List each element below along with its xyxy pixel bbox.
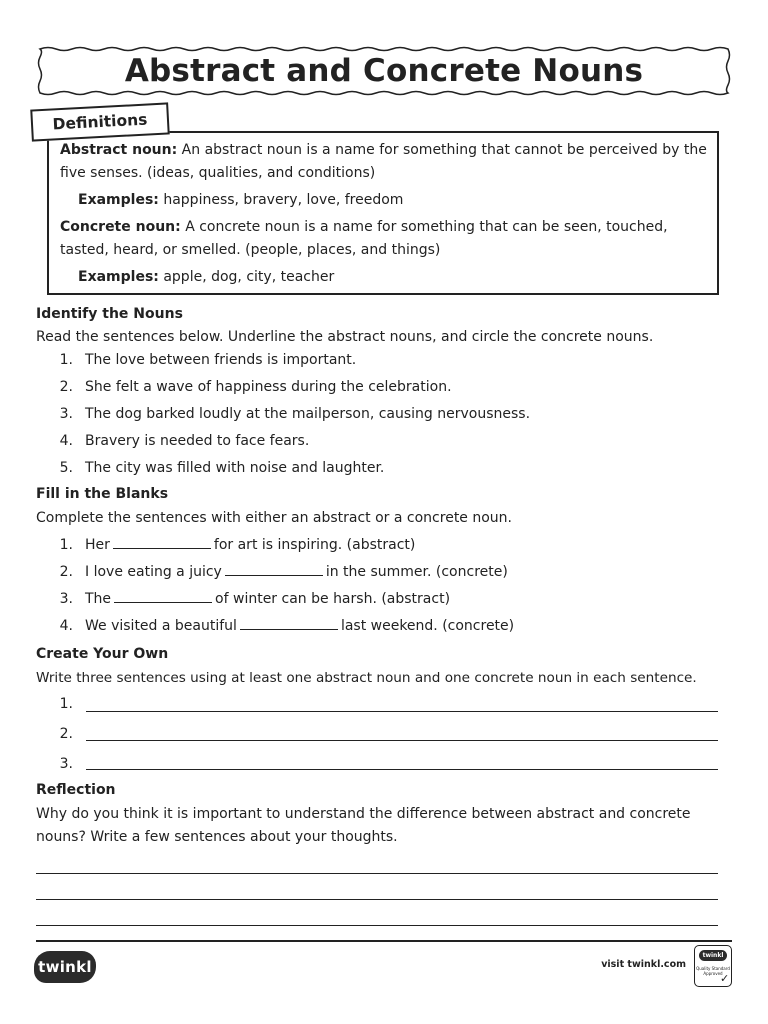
writing-line[interactable] bbox=[86, 769, 718, 770]
identify-item-number: 4. bbox=[59, 433, 73, 449]
identify-item-text: The love between friends is important. bbox=[85, 352, 357, 368]
fill-item-before: We visited a beautiful bbox=[85, 618, 237, 634]
identify-instructions: Read the sentences below. Underline the abstract nouns, and circle the concrete nouns. bbox=[36, 329, 654, 345]
identify-item-number: 2. bbox=[59, 379, 73, 395]
fill-item bbox=[85, 563, 508, 581]
fill-item bbox=[85, 590, 450, 608]
badge-label: Quality Standard Approved bbox=[696, 966, 730, 976]
abstract-examples-text: happiness, bravery, love, freedom bbox=[158, 192, 404, 208]
writing-line[interactable] bbox=[86, 740, 718, 741]
concrete-examples bbox=[78, 268, 334, 286]
reflection-heading: Reflection bbox=[36, 782, 116, 798]
abstract-examples-label: Examples: bbox=[78, 192, 159, 208]
fill-item-after: of winter can be harsh. (abstract) bbox=[215, 591, 451, 607]
identify-item-text: She felt a wave of happiness during the celebration. bbox=[85, 379, 452, 395]
identify-item-text: The city was filled with noise and laughter. bbox=[85, 460, 385, 476]
fill-item bbox=[85, 536, 415, 554]
create-heading: Create Your Own bbox=[36, 646, 169, 662]
concrete-definition-line1 bbox=[60, 218, 668, 236]
fill-instructions: Complete the sentences with either an abstract or a concrete noun. bbox=[36, 510, 512, 526]
fill-item-before: The bbox=[85, 591, 112, 607]
title-banner bbox=[36, 46, 732, 96]
create-item-number: 2. bbox=[59, 726, 73, 742]
abstract-definition-text: An abstract noun is a name for something that cannot be perceived by the bbox=[177, 142, 707, 158]
fill-item-after: for art is inspiring. (abstract) bbox=[213, 537, 416, 553]
fill-item-number: 1. bbox=[59, 537, 73, 553]
create-item-number: 3. bbox=[59, 756, 73, 772]
create-instructions: Write three sentences using at least one abstract noun and one concrete noun in each sentence. bbox=[36, 670, 697, 686]
concrete-examples-label: Examples: bbox=[78, 269, 159, 285]
abstract-examples bbox=[78, 191, 403, 209]
page-title: Abstract and Concrete Nouns bbox=[124, 53, 644, 89]
identify-heading: Identify the Nouns bbox=[36, 306, 183, 322]
abstract-term: Abstract noun: bbox=[60, 142, 178, 158]
fill-item bbox=[85, 617, 514, 635]
concrete-definition-text: A concrete noun is a name for something that can be seen, touched, bbox=[180, 219, 668, 235]
reflection-prompt-line2: nouns? Write a few sentences about your thoughts. bbox=[36, 829, 398, 845]
identify-item-number: 5. bbox=[59, 460, 73, 476]
check-icon: ✓ bbox=[720, 972, 730, 985]
identify-item-text: The dog barked loudly at the mailperson, causing nervousness. bbox=[85, 406, 531, 422]
concrete-examples-text: apple, dog, city, teacher bbox=[158, 269, 335, 285]
quality-badge bbox=[694, 945, 732, 987]
definitions-tag: Definitions bbox=[30, 102, 169, 141]
fill-item-after: last weekend. (concrete) bbox=[340, 618, 515, 634]
writing-line[interactable] bbox=[36, 873, 718, 874]
fill-blank[interactable] bbox=[114, 590, 212, 603]
fill-item-number: 3. bbox=[59, 591, 73, 607]
concrete-definition-line2: tasted, heard, or smelled. (people, places, and things) bbox=[60, 242, 441, 258]
abstract-definition-line1 bbox=[60, 141, 707, 159]
fill-item-after: in the summer. (concrete) bbox=[325, 564, 508, 580]
reflection-prompt-line1: Why do you think it is important to understand the difference between abstract and concrete bbox=[36, 806, 691, 822]
footer-divider bbox=[36, 940, 732, 942]
fill-item-before: Her bbox=[85, 537, 110, 553]
identify-item-number: 1. bbox=[59, 352, 73, 368]
writing-line[interactable] bbox=[36, 925, 718, 926]
writing-line[interactable] bbox=[86, 711, 718, 712]
fill-blank[interactable] bbox=[225, 563, 323, 576]
concrete-term: Concrete noun: bbox=[60, 219, 181, 235]
badge-logo: twinkl bbox=[699, 950, 727, 961]
fill-item-number: 2. bbox=[59, 564, 73, 580]
fill-item-before: I love eating a juicy bbox=[85, 564, 222, 580]
identify-item-number: 3. bbox=[59, 406, 73, 422]
abstract-definition-line2: five senses. (ideas, qualities, and conditions) bbox=[60, 165, 376, 181]
writing-line[interactable] bbox=[36, 899, 718, 900]
fill-blank[interactable] bbox=[240, 617, 338, 630]
fill-blank[interactable] bbox=[113, 536, 211, 549]
twinkl-logo[interactable]: twinkl bbox=[34, 951, 96, 983]
create-item-number: 1. bbox=[59, 696, 73, 712]
identify-item-text: Bravery is needed to face fears. bbox=[85, 433, 310, 449]
fill-item-number: 4. bbox=[59, 618, 73, 634]
visit-link[interactable]: visit twinkl.com bbox=[601, 959, 686, 970]
fill-heading: Fill in the Blanks bbox=[36, 486, 169, 502]
